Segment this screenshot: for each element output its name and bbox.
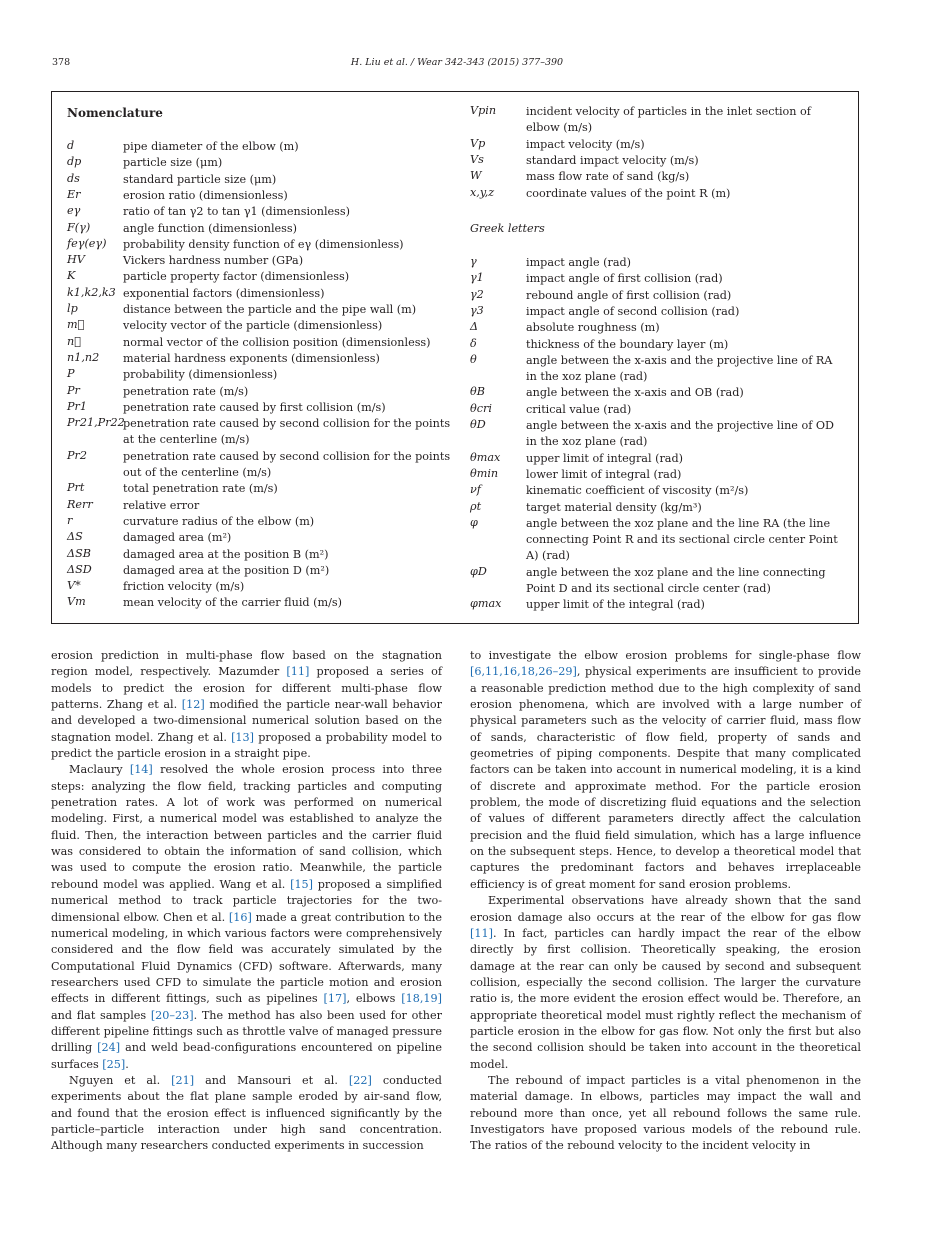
nomenclature-definition: critical value (rad) (526, 402, 632, 416)
nomenclature-symbol: θmin (470, 466, 499, 480)
nomenclature-symbol: K (67, 269, 76, 283)
nomenclature-definition: mean velocity of the carrier fluid (m/s) (123, 596, 342, 610)
nomenclature-definition: impact angle (rad) (526, 256, 632, 269)
body-paragraph: Maclaury [14] resolved the whole erosion process into three steps: analyzing the flow field, tracking particles and computing penetration rates. A lot of work was performed on numerical modeling. First, a numerical model was established to analyze the fluid. Then, the interaction between particles and the carrier fluid was considered to obtain the information of sand collision, which was used to compute the erosion ratio. Meanwhile, the particle rebound model was applied. Wang et al. [15] proposed a simplified numerical method to track particle trajectories for the two-dimensional elbow. Chen et al. [16] made a great contribution to the numerical modeling, in which various factors were comprehensively considered and the flow field was accurately simulated by the Computational Fluid Dynamics (CFD) software. Afterwards, many researchers used CFD to simulate the particle motion and erosion effects in different fittings, such as pipelines [17], elbows [18,19] and flat samples [20–23]. The method has also been used for other different pipeline fittings such as throttle valve of managed pressure drilling [24] and weld bead-configurations encountered on pipeline surfaces [25]. (51, 763, 442, 1071)
nomenclature-symbol: γ3 (470, 303, 484, 317)
nomenclature-definition: distance between the particle and the pipe wall (m) (123, 303, 417, 316)
citation-link[interactable]: [17] (323, 992, 347, 1006)
nomenclature-definition: angle between the xoz plane and the line RA (the line connecting Point R and its sectional circle center Point A) (rad) (526, 516, 838, 563)
nomenclature-title: Nomenclature (67, 106, 163, 120)
nomenclature-symbol: θcri (470, 401, 492, 415)
nomenclature-symbol: Vm (67, 595, 86, 609)
page-number: 378 (52, 57, 71, 68)
body-left-column (51, 648, 442, 1155)
nomenclature-symbol: θmax (470, 450, 501, 464)
nomenclature-definition: angle function (dimensionless) (123, 221, 298, 235)
nomenclature-symbol: r (67, 513, 73, 527)
nomenclature-symbol: Pr21,Pr22 (67, 416, 125, 430)
nomenclature-symbol: ds (67, 171, 80, 185)
body-paragraph: to investigate the elbow erosion problems for single-phase flow [6,11,16,18,26–29], physical experiments are insufficient to provide a reasonable prediction method due to the high complexity of sand erosion phenomena, which are involved with a large number of physical parameters such as the velocity of carrier fluid, mass flow of sands, characteristic of flow field, property of sands and geometries of piping components. Despite that many complicated factors can be taken into account in numerical modeling, it is a kind of discrete and approximate method. For the particle erosion problem, the mode of discretizing fluid equations and the selection of values of different parameters directly affect the calculation precision and the fluid field simulation, which has a large influence on the subsequent steps. Hence, to develop a theoretical model that captures the predominant factors and behaves irreplaceable efficiency is of great moment for sand erosion problems. (470, 649, 861, 891)
nomenclature-symbol: Rerr (67, 497, 93, 511)
nomenclature-definition: angle between the x-axis and OB (rad) (526, 386, 744, 400)
greek-letters-title: Greek letters (470, 222, 545, 235)
nomenclature-definition: material hardness exponents (dimensionless) (123, 351, 380, 365)
nomenclature-symbol: φD (470, 564, 487, 578)
nomenclature-definition: incident velocity of particles in the inlet section of elbow (m/s) (526, 105, 811, 135)
nomenclature-symbol: γ2 (470, 287, 484, 301)
body-paragraph: Nguyen et al. [21] and Mansouri et al. [22] conducted experiments about the flat plane sample eroded by air-sand flow, and found that the erosion effect is influenced significantly by the particle–particle interaction under high sand concentration. Although many researchers conducted experiments in succession (51, 1073, 442, 1153)
nomenclature-definition: pipe diameter of the elbow (m) (123, 140, 299, 153)
nomenclature-definition: damaged area at the position D (m²) (123, 563, 330, 577)
nomenclature-definition: penetration rate caused by second collision for the points at the centerline (m/s) (123, 417, 451, 447)
nomenclature-definition: penetration rate (m/s) (123, 384, 249, 398)
nomenclature-definition: kinematic coefficient of viscosity (m²/s) (526, 484, 749, 498)
nomenclature-symbol: eγ (67, 204, 81, 218)
nomenclature-symbol: Vpin (470, 104, 497, 117)
nomenclature-definition: probability (dimensionless) (123, 368, 278, 382)
nomenclature-definition: impact velocity (m/s) (526, 137, 645, 151)
nomenclature-symbol: feγ(eγ) (67, 236, 107, 250)
nomenclature-definition: Vickers hardness number (GPa) (123, 254, 304, 268)
nomenclature-symbol: ΔSD (67, 562, 92, 576)
citation-link[interactable]: [22] (348, 1073, 372, 1087)
body-paragraph: The rebound of impact particles is a vital phenomenon in the material damage. In elbows, particles may impact the wall and rebound more than once, yet all rebound follows the same rule. Investigators have proposed various models of the rebound rule. The ratios of the rebound velocity to the incident velocity in (470, 1073, 861, 1153)
citation-link[interactable]: [15] (290, 877, 314, 891)
nomenclature-symbol: θ (470, 352, 477, 366)
body-paragraph: erosion prediction in multi-phase flow based on the stagnation region model, respectively. Mazumder [11] proposed a series of models to predict the erosion for different multi-phase flow patterns. Zhang et al. [12] modified the particle near-wall behavior and developed a two-dimensional numerical solution based on the stagnation model. Zhang et al. [13] proposed a probability model to predict the particle erosion in a straight pipe. (51, 649, 442, 761)
nomenclature-definition: target material density (kg/m³) (526, 500, 702, 514)
nomenclature-symbol: γ (470, 255, 477, 268)
nomenclature-definition: impact angle of first collision (rad) (526, 272, 723, 286)
nomenclature-definition: curvature radius of the elbow (m) (123, 514, 315, 528)
citation-link[interactable]: [11] (286, 665, 310, 679)
nomenclature-definition: erosion ratio (dimensionless) (123, 188, 288, 202)
nomenclature-symbol: lp (67, 302, 78, 315)
nomenclature-definition: lower limit of integral (rad) (526, 467, 682, 481)
citation-link[interactable]: [24] (97, 1041, 121, 1055)
nomenclature-symbol: φ (470, 515, 478, 529)
nomenclature-definition: damaged area (m²) (123, 531, 232, 545)
nomenclature-definition: normal vector of the collision position (dimensionless) (123, 335, 431, 349)
nomenclature-definition: angle between the x-axis and the projective line of RA in the xoz plane (rad) (526, 353, 833, 384)
nomenclature-symbol: θB (470, 385, 485, 399)
nomenclature-definition: rebound angle of first collision (rad) (526, 288, 732, 302)
nomenclature-definition: thickness of the boundary layer (m) (526, 337, 729, 351)
nomenclature-symbol: HV (67, 253, 85, 267)
citation-link[interactable]: [11] (470, 926, 493, 940)
nomenclature-symbol: dp (67, 155, 82, 169)
nomenclature-definition: angle between the xoz plane and the line connecting Point D and its sectional circle center (rad) (526, 565, 826, 595)
nomenclature-symbol: m⃗ (67, 318, 85, 332)
page-header (52, 57, 862, 71)
nomenclature-symbol: ΔS (67, 530, 83, 544)
nomenclature-definition: upper limit of the integral (rad) (526, 598, 705, 612)
citation-link[interactable]: [18,19] (401, 992, 442, 1006)
nomenclature-symbol: θD (470, 418, 486, 431)
nomenclature-definition: impact angle of second collision (rad) (526, 304, 740, 318)
nomenclature-definition: mass flow rate of sand (kg/s) (526, 170, 690, 184)
nomenclature-definition: velocity vector of the particle (dimensionless) (123, 319, 383, 333)
citation-link[interactable]: [12] (181, 698, 205, 712)
nomenclature-symbol: γ1 (470, 271, 484, 285)
citation-link[interactable]: [25] (102, 1057, 126, 1071)
nomenclature-symbol: φmax (470, 597, 502, 611)
nomenclature-definition: exponential factors (dimensionless) (123, 286, 325, 300)
citation-link[interactable]: [14] (129, 763, 153, 777)
citation-link[interactable]: [16] (228, 910, 252, 924)
nomenclature-definition: particle property factor (dimensionless) (123, 270, 350, 284)
nomenclature-definition: probability density function of eγ (dimensionless) (123, 237, 404, 251)
nomenclature-definition: friction velocity (m/s) (123, 580, 245, 594)
nomenclature-symbol: Pr2 (67, 448, 87, 462)
body-right-column (470, 648, 861, 1155)
nomenclature-symbol: Prt (67, 481, 85, 495)
nomenclature-definition: standard particle size (μm) (123, 172, 277, 186)
nomenclature-definition: ratio of tan γ2 to tan γ1 (dimensionless) (123, 205, 351, 219)
nomenclature-box (51, 91, 859, 624)
nomenclature-symbol: d (67, 139, 75, 152)
nomenclature-definition: penetration rate caused by second collision for the points out of the centerline (m/s) (123, 449, 451, 479)
nomenclature-symbol: νf (470, 483, 481, 497)
nomenclature-symbol: Pr (67, 383, 80, 397)
citation-link[interactable]: [20–23] (150, 1008, 194, 1022)
nomenclature-definition: relative error (123, 498, 200, 512)
nomenclature-symbol: n1,n2 (67, 350, 100, 364)
nomenclature-definition: upper limit of integral (rad) (526, 451, 684, 465)
nomenclature-definition: penetration rate caused by first collision (m/s) (123, 400, 386, 414)
nomenclature-definition: damaged area at the position B (m²) (123, 547, 329, 561)
nomenclature-definition: absolute roughness (m) (526, 321, 660, 335)
citation-link[interactable]: [21] (171, 1073, 195, 1087)
nomenclature-symbol: ρt (470, 499, 482, 513)
nomenclature-symbol: n⃗ (67, 334, 81, 348)
nomenclature-definition: angle between the x-axis and the projective line of OD in the xoz plane (rad) (526, 419, 835, 449)
nomenclature-definition: particle size (μm) (123, 156, 223, 170)
citation-link[interactable]: [13] (231, 730, 255, 744)
body-paragraph: Experimental observations have already shown that the sand erosion damage also occurs at the rear of the elbow for gas flow [11]. In fact, particles can hardly impact the rear of the elbow directly by first collision. Theoretically speaking, the erosion damage at the rear can only be caused by second and subsequent collision, especially the second collision. The larger the curvature ratio is, the more evident the erosion effect would be. Therefore, an appropriate theoretical model must rightly reflect the mechanism of particle erosion in the elbow for gas flow. Not only the first but also the second collision should be taken into account in the theoretical model. (470, 894, 861, 1071)
running-title: H. Liu et al. / Wear 342-343 (2015) 377–390 (350, 57, 564, 68)
nomenclature-symbol: Vp (470, 136, 486, 150)
nomenclature-symbol: ΔSB (67, 546, 91, 560)
nomenclature-symbol: Er (67, 187, 81, 201)
nomenclature-definition: coordinate values of the point R (m) (526, 186, 731, 200)
nomenclature-symbol: Pr1 (67, 399, 87, 413)
nomenclature-symbol: δ (470, 336, 477, 350)
nomenclature-symbol: Vs (470, 152, 484, 166)
nomenclature-symbol: F(γ) (67, 220, 91, 234)
nomenclature-symbol: W (470, 169, 482, 183)
nomenclature-symbol: x,y,z (470, 185, 495, 199)
nomenclature-definition: standard impact velocity (m/s) (526, 153, 699, 167)
nomenclature-definition: total penetration rate (m/s) (123, 482, 278, 496)
nomenclature-symbol: V* (67, 579, 81, 593)
nomenclature-symbol: P (67, 367, 75, 381)
citation-link[interactable]: [6,11,16,18,26–29] (470, 665, 577, 679)
nomenclature-symbol: Δ (470, 320, 479, 334)
nomenclature-symbol: k1,k2,k3 (67, 285, 116, 299)
